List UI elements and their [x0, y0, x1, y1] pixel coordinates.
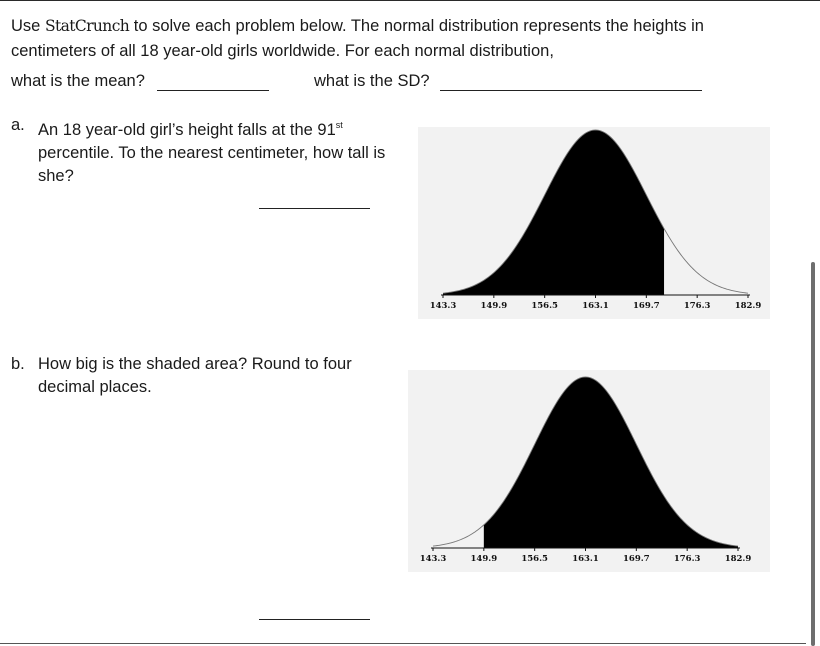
x-tick-label: 163.1 — [572, 554, 599, 564]
vertical-scrollbar[interactable] — [811, 262, 815, 646]
part-a-text: An 18 year-old girl’s height falls at the 91 — [38, 121, 336, 139]
instructions-text: to solve each problem below. The normal distribution represents the heights in centimeters of all 18 year-old girls worldwide. For each normal distribution, — [11, 17, 704, 60]
part-a-ordinal-suffix: st — [335, 120, 343, 130]
shaded-area-b — [484, 377, 738, 548]
x-tick-label: 156.5 — [521, 554, 548, 564]
x-tick-label: 163.1 — [582, 301, 609, 311]
x-tick-label: 143.3 — [429, 301, 457, 311]
x-tick-label: 143.3 — [419, 554, 447, 564]
part-a-letter: a. — [11, 116, 25, 134]
instructions-paragraph — [11, 14, 771, 64]
x-tick-label: 176.3 — [683, 301, 711, 311]
x-tick-label: 156.5 — [531, 301, 558, 311]
instructions-prefix: Use — [11, 17, 45, 35]
x-tick-label: 176.3 — [673, 554, 701, 564]
part-a-answer-blank[interactable] — [259, 208, 370, 209]
x-tick-label: 149.9 — [470, 554, 498, 564]
normal-curve-chart-b — [408, 370, 770, 572]
shaded-area-a — [443, 130, 664, 295]
normal-curve-svg-b — [408, 370, 770, 572]
top-rule — [0, 0, 820, 1]
normal-curve-svg-a — [418, 127, 770, 319]
x-tick-label: 169.7 — [623, 554, 650, 564]
x-tick-label: 169.7 — [633, 301, 660, 311]
mean-answer-blank[interactable] — [157, 90, 269, 91]
part-a-question — [38, 114, 410, 188]
normal-curve-chart-a — [418, 127, 770, 319]
x-tick-label: 149.9 — [480, 301, 508, 311]
statcrunch-brand: StatCrunch — [44, 17, 130, 35]
part-b-letter: b. — [11, 355, 25, 373]
x-tick-label: 182.9 — [734, 301, 762, 311]
sd-question: what is the SD? — [314, 72, 430, 90]
mean-question: what is the mean? — [11, 72, 145, 90]
part-b-question: How big is the shaded area? Round to four decimal places. — [38, 355, 352, 396]
sd-answer-blank[interactable] — [440, 90, 702, 91]
part-a-text-cont: percentile. To the nearest centimeter, how tall is she? — [38, 144, 386, 185]
x-tick-label: 182.9 — [724, 554, 752, 564]
bottom-rule — [0, 643, 806, 644]
part-b-answer-blank[interactable] — [259, 619, 370, 620]
